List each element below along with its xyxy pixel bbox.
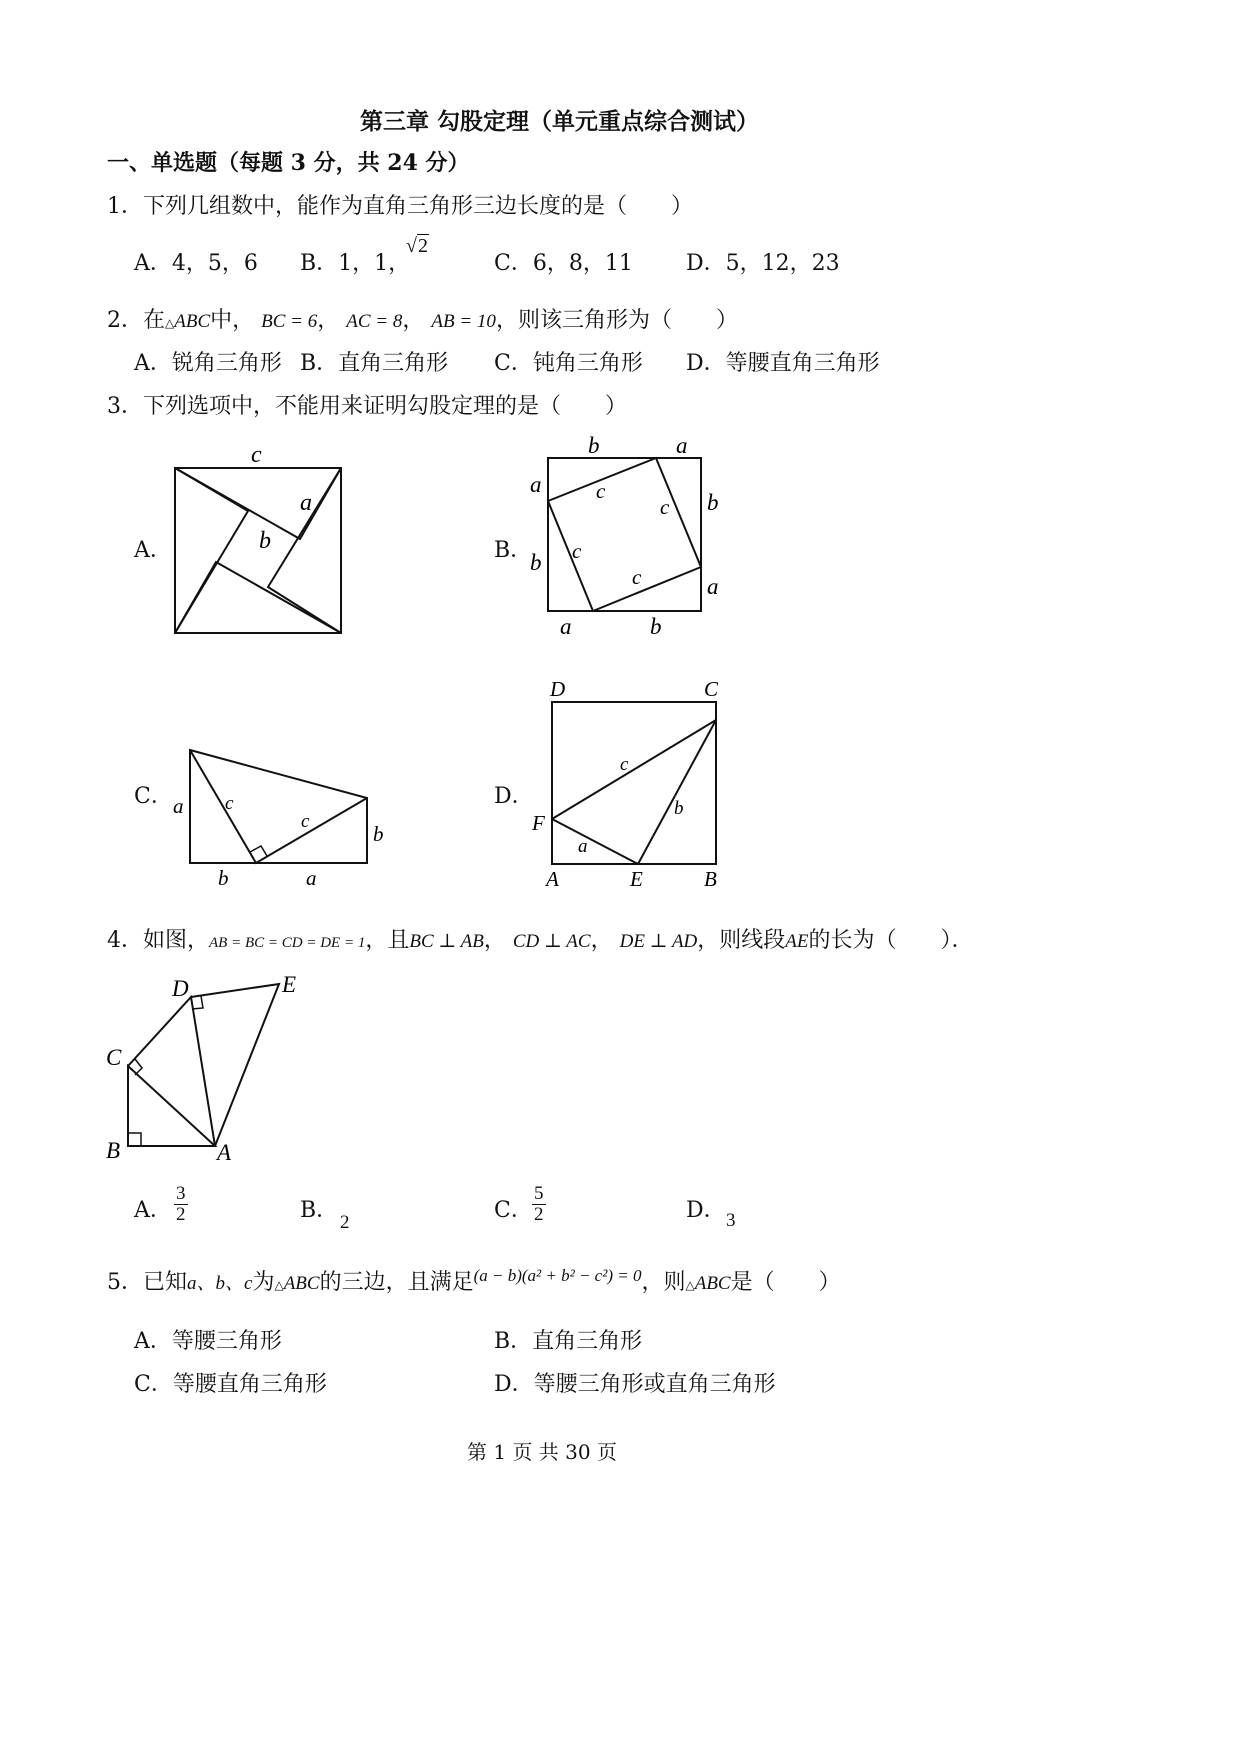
q4-option-c-numerator: 5	[534, 1183, 544, 1204]
q3-figure-d	[528, 672, 738, 894]
fig-b-outer-square	[548, 458, 701, 611]
fig-b-label-c-right: c	[660, 495, 670, 519]
fig-c-label-b-right: b	[373, 822, 384, 846]
q4-text-2: ，且	[365, 928, 410, 953]
q5-stem	[107, 1266, 841, 1296]
q4-option-a-label: A．	[134, 1198, 172, 1223]
q2-stem	[107, 308, 738, 334]
fig-c-right-angle-mark	[250, 846, 267, 856]
q4-label-e: E	[282, 972, 297, 997]
q4-triangle-acd	[128, 997, 215, 1146]
q2-comma-2: ，	[402, 308, 425, 333]
q1-option-b-sqrt: √2	[406, 235, 428, 257]
q3-figure-b	[520, 428, 730, 643]
fig-d-label-a-vertex: A	[546, 867, 559, 891]
q1-option-c[interactable]: C．6，8，11	[494, 251, 633, 276]
fig-d-label-a: a	[578, 836, 588, 857]
q4-option-d-value: 3	[726, 1210, 736, 1231]
q4-perp-3: DE ⊥ AD	[619, 931, 698, 952]
q4-option-a-numerator: 3	[176, 1183, 186, 1204]
fig-d-label-e: E	[630, 867, 643, 891]
q5-option-d[interactable]: D．等腰三角形或直角三角形	[494, 1372, 776, 1397]
triangle-symbol: △	[685, 1278, 695, 1292]
fig-a-triangle-3	[175, 562, 341, 633]
q2-option-b[interactable]: B．直角三角形	[300, 351, 449, 376]
q4-comma-1: ，	[483, 928, 506, 953]
q4-text-1: 4．如图，	[107, 928, 209, 953]
q4-option-a-fraction	[174, 1184, 188, 1225]
q4-label-a: A	[217, 1140, 232, 1165]
fig-b-label-c-top: c	[596, 479, 606, 503]
section-heading: 一、单选题（每题 3 分，共 24 分）	[107, 150, 470, 176]
q1-option-b-prefix: B．1，1，	[300, 251, 411, 276]
fig-d-label-b-vertex: B	[704, 867, 717, 891]
q4-stem	[107, 928, 974, 954]
q1-option-b[interactable]	[300, 251, 410, 277]
q5-text-2: 为	[252, 1270, 275, 1295]
q4-right-angle-b	[128, 1133, 141, 1146]
q2-comma-1: ，	[317, 308, 340, 333]
q4-ae: AE	[785, 931, 809, 952]
fig-d-segment-fe	[552, 819, 638, 864]
fig-d-label-d: D	[550, 677, 566, 701]
q4-label-b: B	[106, 1138, 121, 1163]
q5-text-4: ，则	[641, 1270, 686, 1295]
fig-b-label-c-left: c	[572, 539, 582, 563]
fig-b-label-left-a: a	[530, 472, 542, 497]
fig-c-label-a-bottom: a	[306, 866, 317, 890]
q5-abc: ABC	[283, 1273, 320, 1294]
q4-option-c[interactable]	[494, 1198, 533, 1224]
q5-text-1: 5．已知	[107, 1270, 187, 1295]
q4-triangle-ade	[191, 984, 279, 1146]
q4-option-b-label: B．	[300, 1198, 339, 1223]
fig-b-label-c-bottom: c	[632, 565, 642, 589]
fig-d-segment-ec	[638, 720, 716, 864]
fig-a-triangle-1	[175, 468, 341, 539]
fig-b-label-bottom-a: a	[560, 614, 572, 639]
fig-c-label-c-right: c	[301, 811, 310, 832]
fig-c-label-b-bottom: b	[218, 866, 229, 890]
q2-option-d[interactable]: D．等腰直角三角形	[686, 351, 880, 376]
q4-right-angle-d	[192, 996, 203, 1009]
q2-text-2: 中，	[210, 308, 255, 333]
q3-option-d[interactable]: D．	[494, 784, 534, 809]
page-title: 第三章 勾股定理（单元重点综合测试）	[360, 108, 760, 135]
fig-c-label-c-left: c	[225, 793, 234, 814]
q4-text-3: ，则线段	[697, 928, 786, 953]
fig-b-label-right-b: b	[707, 490, 719, 515]
fig-c-trapezoid	[190, 750, 367, 863]
fig-b-label-left-b: b	[530, 550, 542, 575]
q1-stem: 1．下列几组数中，能作为直角三角形三边长度的是（ ）	[107, 194, 693, 219]
fig-d-label-c: c	[620, 754, 629, 775]
q1-option-d[interactable]: D．5，12，23	[686, 251, 840, 276]
q5-option-b[interactable]: B．直角三角形	[494, 1329, 643, 1354]
q5-text-5: 是（ ）	[730, 1270, 841, 1295]
q3-stem: 3．下列选项中，不能用来证明勾股定理的是（ ）	[107, 394, 627, 419]
fig-a-outer-square	[175, 468, 341, 633]
q4-option-b[interactable]	[300, 1198, 338, 1224]
q2-abc: ABC	[174, 311, 211, 332]
fig-b-label-bottom-b: b	[650, 614, 662, 639]
fig-a-label-a: a	[300, 490, 312, 516]
q4-option-a-denominator: 2	[176, 1203, 186, 1225]
fig-d-label-b: b	[674, 798, 684, 819]
q2-bc: BC = 6	[261, 311, 318, 332]
q5-text-3: 的三边，且满足	[319, 1270, 474, 1295]
q2-ab: AB = 10	[431, 311, 496, 332]
fig-a-triangle-4	[175, 468, 248, 633]
q4-label-d: D	[172, 976, 189, 1001]
fig-b-inner-square	[548, 458, 701, 611]
q2-ac: AC = 8	[346, 311, 403, 332]
q4-option-c-fraction	[532, 1184, 546, 1225]
q1-option-b-radicand: 2	[417, 235, 428, 257]
fig-d-label-c-vertex: C	[704, 677, 719, 701]
q3-option-a[interactable]: A．	[134, 538, 172, 563]
q4-option-a[interactable]	[134, 1198, 172, 1224]
q4-text-4: 的长为（ ）．	[808, 928, 974, 953]
q5-equation: (a − b)(a² + b² − c²) = 0	[473, 1266, 642, 1285]
fig-c-inner-triangle	[190, 750, 367, 863]
q2-text-1: 2．在	[107, 308, 165, 333]
q3-option-c[interactable]: C．	[134, 784, 173, 809]
fig-a-label-c: c	[251, 442, 262, 468]
q3-option-b[interactable]: B．	[494, 538, 533, 563]
q5-vars: a、b、c	[187, 1273, 253, 1294]
q4-option-d-label: D．	[686, 1198, 726, 1223]
q3-figure-c	[165, 735, 395, 895]
q5-abc-2: ABC	[694, 1273, 731, 1294]
triangle-symbol: △	[274, 1278, 284, 1292]
q4-comma-2: ，	[590, 928, 613, 953]
q4-label-c: C	[106, 1045, 122, 1070]
q4-option-c-label: C．	[494, 1198, 533, 1223]
q5-option-c[interactable]: C．等腰直角三角形	[134, 1372, 327, 1397]
q4-perp-2: CD ⊥ AC	[512, 931, 591, 952]
fig-b-label-right-a: a	[707, 574, 719, 599]
q4-option-b-value: 2	[340, 1212, 350, 1233]
fig-c-label-a-left: a	[173, 794, 184, 818]
q3-figure-a	[165, 438, 355, 643]
fig-b-label-top-b: b	[588, 433, 600, 458]
q5-option-a[interactable]: A．等腰三角形	[134, 1329, 282, 1354]
q4-option-c-denominator: 2	[534, 1203, 544, 1225]
triangle-symbol: △	[165, 316, 175, 330]
fig-b-label-top-a: a	[676, 433, 688, 458]
fig-a-label-b: b	[259, 528, 271, 554]
q2-text-3: ，则该三角形为（ ）	[495, 308, 738, 333]
q4-perp-1: BC ⊥ AB	[409, 931, 484, 952]
q4-equation: AB = BC = CD = DE = 1	[209, 935, 366, 951]
fig-d-label-f: F	[532, 811, 545, 835]
q4-figure	[100, 968, 330, 1168]
page-footer: 第 1 页 共 30 页	[467, 1440, 617, 1464]
q1-option-a[interactable]: A．4，5，6	[134, 251, 258, 276]
q2-option-a[interactable]: A．锐角三角形	[134, 351, 282, 376]
fig-d-segment-fc	[552, 720, 716, 819]
q2-option-c[interactable]: C．钝角三角形	[494, 351, 643, 376]
q4-option-d[interactable]	[686, 1198, 726, 1224]
fig-d-outer-square	[552, 702, 716, 864]
